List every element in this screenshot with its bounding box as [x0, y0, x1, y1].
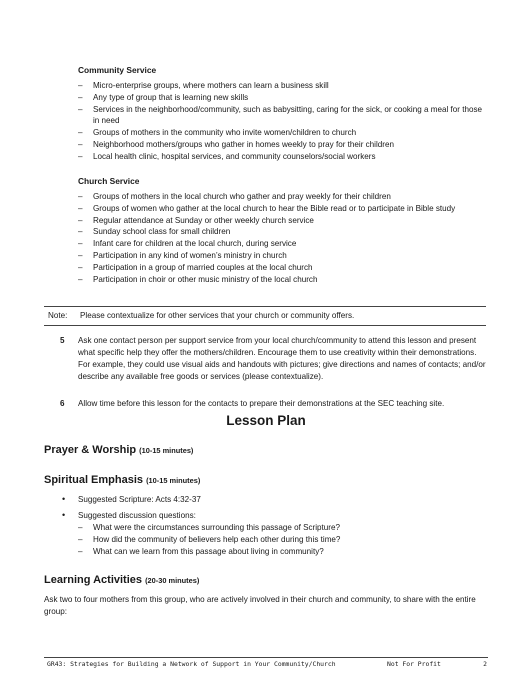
footer-rule: [44, 657, 488, 658]
step-text: Allow time before this lesson for the contacts to prepare their demonstrations at the SEC teaching site.: [78, 399, 445, 408]
page-footer: [47, 660, 487, 668]
list-item: – Any type of group that is learning new skills: [78, 92, 488, 104]
step-5: [60, 335, 488, 383]
step-number: 5: [60, 336, 65, 345]
list-item: – What can we learn from this passage about living in community?: [78, 546, 488, 558]
heading-time: (10-15 minutes): [146, 476, 201, 485]
heading-text: Prayer & Worship: [44, 444, 137, 456]
church-service-list: [78, 191, 488, 285]
community-service-heading: Community Service: [78, 65, 157, 75]
list-item: – Neighborhood mothers/groups who gather in homes weekly to pray for their children: [78, 139, 488, 151]
bullet-item: • Suggested discussion questions:: [62, 510, 482, 522]
step-6: [60, 398, 488, 410]
heading-text: Spiritual Emphasis: [44, 474, 144, 486]
step-number: 6: [60, 399, 65, 408]
community-service-list: [78, 80, 488, 163]
footer-title: GR43: Strategies for Building a Network of Support in Your Community/Church: [47, 660, 336, 668]
bullet-item: • Suggested Scripture: Acts 4:32-37: [62, 494, 482, 506]
list-item: – Participation in any kind of women’s ministry in church: [78, 250, 488, 262]
lesson-plan-title: Lesson Plan: [226, 413, 306, 428]
heading-text: Learning Activities: [44, 574, 143, 586]
list-item: – Groups of mothers in the local church who gather and pray weekly for their children: [78, 191, 488, 203]
list-item: – Participation in a group of married couples at the local church: [78, 262, 488, 274]
list-item: – Groups of mothers in the community who invite women/children to church: [78, 127, 488, 139]
prayer-worship-heading: [44, 444, 193, 456]
note-bottom-rule: [44, 325, 486, 326]
list-item: – Local health clinic, hospital services, and community counselors/social workers: [78, 151, 488, 163]
list-item: – Regular attendance at Sunday or other weekly church service: [78, 215, 488, 227]
note-box: [44, 306, 486, 326]
step-text: Ask one contact person per support service from your local church/community to attend this lesson and present what specific help they offer the mothers/children. Encourage them to use creativity within their demonstrations. For example, they could use visual aids and handouts with pictures; give directions and names of contacts; and/or describe any available free goods or services (please contextualize).: [78, 336, 486, 381]
list-item: – Infant care for children at the local church, during service: [78, 238, 488, 250]
footer-label: Not For Profit: [387, 660, 441, 668]
learning-activities-text: Ask two to four mothers from this group, who are actively involved in their church and community, to share with the entire group:: [44, 595, 476, 616]
list-item: – Sunday school class for small children: [78, 226, 488, 238]
heading-time: (20-30 minutes): [145, 576, 200, 585]
list-item: – What were the circumstances surrounding this passage of Scripture?: [78, 522, 488, 534]
page-number: 2: [483, 660, 487, 668]
list-item: – Groups of women who gather at the local church to hear the Bible read or to participate in Bible study: [78, 203, 488, 215]
list-item: – How did the community of believers help each other during this time?: [78, 534, 488, 546]
list-item: – Micro-enterprise groups, where mothers can learn a business skill: [78, 80, 488, 92]
spiritual-emphasis-bullets: [62, 494, 482, 522]
heading-time: (10-15 minutes): [139, 446, 194, 455]
list-item: – Participation in choir or other music ministry of the local church: [78, 274, 488, 286]
list-item: – Services in the neighborhood/community, such as babysitting, caring for the sick, or cooking a meal for those in need: [78, 104, 488, 128]
note-label: Note:: [48, 311, 68, 320]
learning-activities-heading: [44, 574, 199, 586]
church-service-heading: Church Service: [78, 176, 140, 186]
note-text: Please contextualize for other services that your church or community offers.: [80, 311, 355, 320]
spiritual-emphasis-heading: [44, 474, 200, 486]
discussion-questions-list: [78, 522, 488, 557]
